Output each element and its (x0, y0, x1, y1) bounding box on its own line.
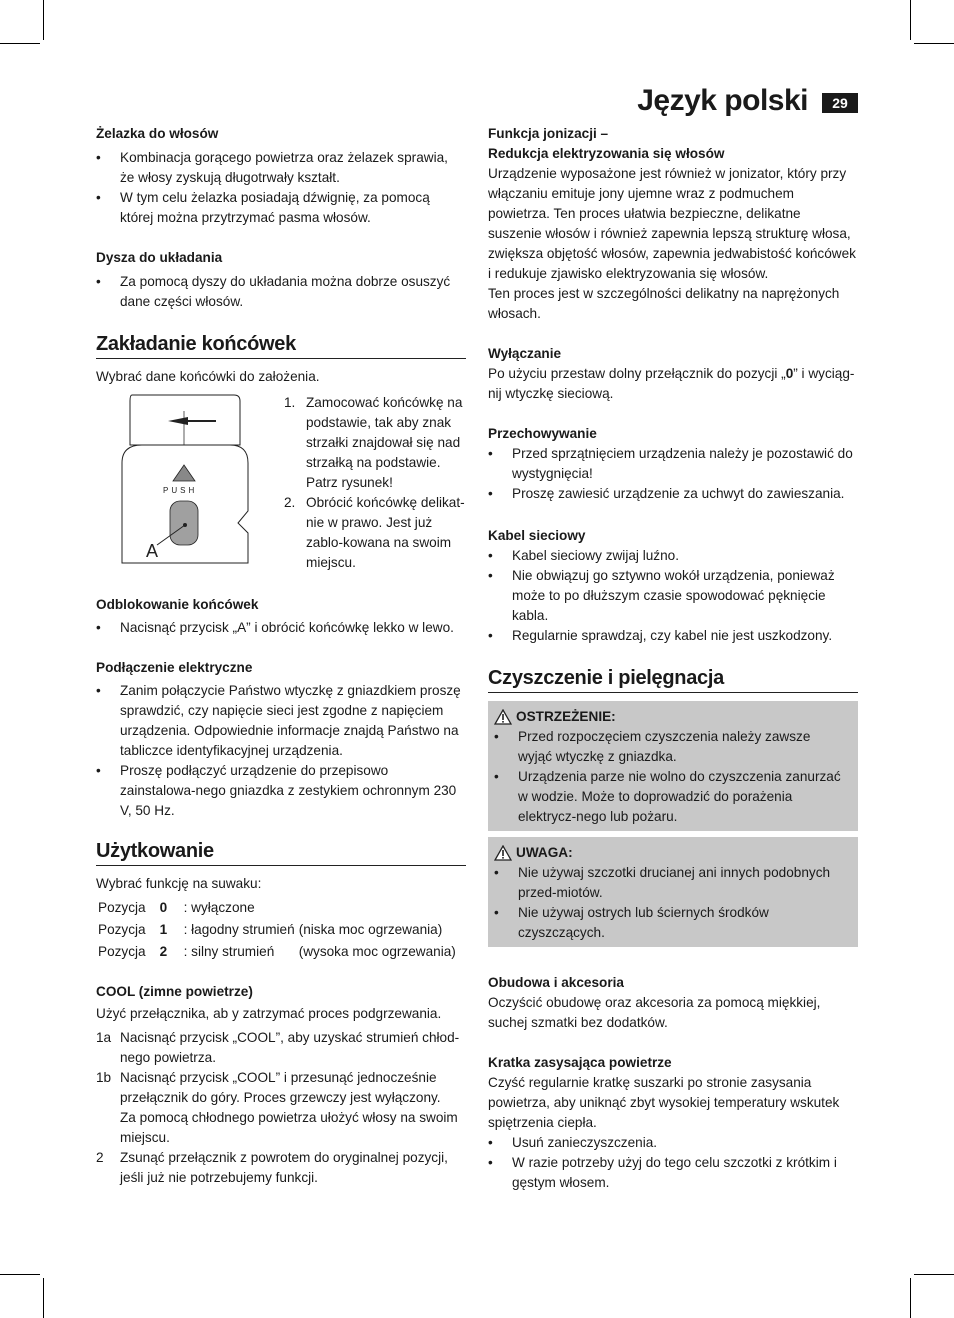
off-heading: Wyłączanie (488, 346, 562, 361)
crop-mark (910, 1278, 911, 1318)
crop-mark (43, 1278, 44, 1318)
storage-list (488, 444, 858, 504)
table-row: Pozycja 2 : silny strumień (wysoka moc ogrzewania) (98, 944, 456, 959)
list-item: 1a Nacisnąć przycisk „COOL”, aby uzyskać strumień chłod-nego powietrza. (96, 1030, 460, 1065)
attach-steps (284, 393, 466, 573)
warning-label: OSTRZEŻENIE: (516, 709, 616, 724)
nozzle-diagram (112, 393, 272, 565)
caution-box (488, 837, 858, 947)
table-row: Pozycja 0 : wyłączone (98, 900, 255, 915)
list-item: • Proszę zawiesić urządzenie za uchwyt do zawieszania. (488, 484, 858, 504)
list-item: • Kombinacja gorącego powietrza oraz żelazek sprawia, że włosy zyskują długotrwały kształt. (96, 148, 466, 188)
usage-intro: Wybrać funkcję na suwaku: (96, 876, 262, 891)
caution-icon (494, 845, 512, 861)
cool-heading: COOL (zimne powietrze) (96, 984, 253, 999)
off-paragraph: Po użyciu przestaw dolny przełącznik do pozycji „0” i wyciąg-nij wtyczkę sieciową. (488, 366, 855, 401)
positions-table (98, 898, 460, 964)
caution-label: UWAGA: (516, 845, 573, 860)
list-item: 2. Obrócić końcówkę delikat-nie w prawo. Jest już zablo-kowana na swoim miejscu. (284, 495, 465, 570)
grille-paragraph: Czyść regularnie kratkę suszarki po stronie zasysania powietrza, aby uniknąć zbyt wysokiej temperatury wskutek spiętrzenia ciepła. (488, 1075, 840, 1130)
left-column (96, 124, 466, 1188)
crop-mark (0, 1274, 40, 1275)
nozzle-list (96, 272, 466, 312)
list-item: • Usuń zanieczyszczenia. (488, 1133, 858, 1153)
cleaning-section-title: Czyszczenie i pielęgnacja (488, 668, 858, 693)
ion-paragraph-2: Ten proces jest w szczególności delikatny na naprężonych włosach. (488, 286, 840, 321)
irons-list (96, 148, 466, 228)
warning-box (488, 701, 858, 831)
right-column (488, 124, 858, 1193)
list-item: 1b Nacisnąć przycisk „COOL” i przesunąć jednocześnie przełącznik do góry. Proces grzewczy jest wyłączony. Za pomocą chłodnego powietrza ułożyć włosy na swoim miejscu. (96, 1070, 458, 1145)
list-item: • Przed sprzątnięciem urządzenia należy je pozostawić do wystygnięcia! (488, 444, 858, 484)
list-item: 2 Zsunąć przełącznik z powrotem do oryginalnej pozycji, jeśli już nie potrzebujemy funkcji. (96, 1150, 448, 1185)
warning-list (494, 727, 848, 827)
caution-list (494, 863, 848, 943)
unlock-heading: Odblokowanie końcówek (96, 597, 259, 612)
list-item: • Urządzenia parze nie wolno do czyszczenia zanurzać w wodzie. Może to doprowadzić do porażenia elektrycz-nego lub pożaru. (494, 767, 848, 827)
nozzle-heading: Dysza do układania (96, 250, 223, 265)
warning-icon (494, 709, 512, 725)
page-number: 29 (822, 93, 858, 113)
crop-mark (914, 43, 954, 44)
list-item: • Nie używaj szczotki drucianej ani innych podobnych przed-miotów. (494, 863, 848, 903)
table-row: Pozycja 1 : łagodny strumień (niska moc ogrzewania) (98, 922, 443, 937)
irons-heading: Żelazka do włosów (96, 126, 219, 141)
grille-list (488, 1133, 858, 1193)
marker-label: A (146, 541, 159, 561)
list-item: • Nacisnąć przycisk „A” i obrócić końcówkę lekko w lewo. (96, 618, 466, 638)
list-item: • Za pomocą dyszy do układania można dobrze osuszyć dane części włosów. (96, 272, 466, 312)
list-item: • Nie obwiązuj go sztywno wokół urządzenia, ponieważ może to po dłuższym czasie spowodować pęknięcie kabla. (488, 566, 858, 626)
list-item: • Nie używaj ostrych lub ściernych środków czyszczących. (494, 903, 848, 943)
housing-paragraph: Oczyścić obudowę oraz akcesoria za pomocą miękkiej, suchej szmatki bez dodatków. (488, 995, 821, 1030)
page-title: Język polski (637, 84, 808, 117)
list-item: • W razie potrzeby użyj do tego celu szczotki z krótkim i gęstym włosem. (488, 1153, 858, 1193)
list-item: • Kabel sieciowy zwijaj luźno. (488, 546, 858, 566)
cable-list (488, 546, 858, 646)
list-item: • W tym celu żelazka posiadają dźwignię, za pomocą której można przytrzymać pasma włosów. (96, 188, 466, 228)
ion-heading-1: Funkcja jonizacji – (488, 126, 609, 141)
attach-figure-row (96, 393, 466, 573)
electric-heading: Podłączenie elektryczne (96, 660, 253, 675)
grille-heading: Kratka zasysająca powietrze (488, 1055, 672, 1070)
list-item: • Regularnie sprawdzaj, czy kabel nie jest uszkodzony. (488, 626, 858, 646)
list-item: 1. Zamocować końcówkę na podstawie, tak aby znak strzałki znajdował się nad strzałką na podstawie. Patrz rysunek! (284, 395, 463, 490)
cool-intro: Użyć przełącznika, ab y zatrzymać proces podgrzewania. (96, 1006, 442, 1021)
list-item: • Zanim połączycie Państwo wtyczkę z gniazdkiem proszę sprawdzić, czy napięcie sieci jest zgodne z napięciem urządzenia. Odpowiednie informacje znajdą Państwo na tabliczce identyfikacyjnej urządzenia. (96, 681, 466, 761)
housing-heading: Obudowa i akcesoria (488, 975, 624, 990)
attach-intro: Wybrać dane końcówki do założenia. (96, 369, 320, 384)
ion-heading-2: Redukcja elektryzowania się włosów (488, 146, 725, 161)
crop-mark (914, 1274, 954, 1275)
cool-steps (96, 1028, 466, 1188)
list-item: • Proszę podłączyć urządzenie do przepisowo zainstalowa-nego gniazdka z zestykiem ochronnym 230 V, 50 Hz. (96, 761, 466, 821)
attachment-figure (112, 393, 272, 565)
usage-section-title: Użytkowanie (96, 841, 466, 866)
crop-mark (0, 43, 40, 44)
ion-paragraph: Urządzenie wyposażone jest również w jonizator, który przy włączaniu emituje jony ujemne wraz z podmuchem powietrza. Ten proces ułatwia bezpieczne, delikatne suszenie włosów i również zapewnia lepszą strukturę włosa, zwiększa objętość włosów, zapewnia jedwabistość końcówek i redukuje zjawisko elektryzowania się włosów. (488, 166, 856, 281)
storage-heading: Przechowywanie (488, 426, 597, 441)
cable-heading: Kabel sieciowy (488, 528, 586, 543)
electric-list (96, 681, 466, 821)
push-label: PUSH (163, 486, 198, 495)
crop-mark (43, 0, 44, 40)
list-item: • Przed rozpoczęciem czyszczenia należy zawsze wyjąć wtyczkę z gniazdka. (494, 727, 848, 767)
crop-mark (910, 0, 911, 40)
attach-section-title: Zakładanie końcówek (96, 334, 466, 359)
unlock-list (96, 618, 466, 638)
